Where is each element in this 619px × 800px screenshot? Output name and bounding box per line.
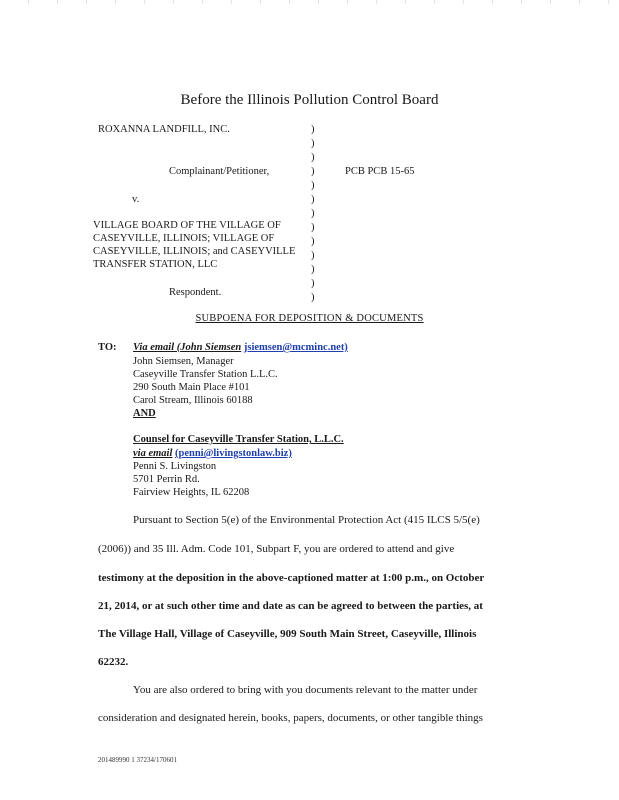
recipient1-line-2: Caseyville Transfer Station L.L.C. [133, 369, 278, 380]
paragraph1-line-4: 21, 2014, or at such other time and date as can be agreed to between the parties, at [98, 600, 483, 612]
recipient1-line-3: 290 South Main Place #101 [133, 382, 250, 393]
case-number: PCB PCB 15-65 [345, 166, 415, 177]
to-line-1 [133, 342, 348, 353]
caption-paren: ) [311, 166, 315, 177]
party2-line-4: TRANSFER STATION, LLC [93, 259, 218, 270]
party2-line-3: CASEYVILLE, ILLINOIS; and CASEYVILLE [93, 246, 296, 257]
caption-paren: ) [311, 194, 315, 205]
paragraph2-line-2: consideration and designated herein, books, papers, documents, or other tangible things [98, 712, 483, 724]
paragraph1-line-3: testimony at the deposition in the above-captioned matter at 1:00 p.m., on October [98, 572, 485, 584]
recipient2-line-1: Penni S. Livingston [133, 461, 217, 472]
caption-paren: ) [311, 250, 315, 261]
via-email-label-2: via email [133, 448, 173, 459]
recipient2-line-2: 5701 Perrin Rd. [133, 474, 200, 485]
recipient2-line-3: Fairview Heights, IL 62208 [133, 487, 250, 498]
party2-line-1: VILLAGE BOARD OF THE VILLAGE OF [93, 220, 281, 231]
scan-artifact [0, 0, 619, 4]
party2-role: Respondent. [169, 287, 222, 298]
document-footer-id: 201489990 1 37234/170601 [98, 756, 177, 764]
paragraph1-line-1: Pursuant to Section 5(e) of the Environmental Protection Act (415 ILCS 5/5(e) [133, 514, 480, 526]
party1-role: Complainant/Petitioner, [169, 166, 270, 177]
caption-paren: ) [311, 222, 315, 233]
recipient1-line-1: John Siemsen, Manager [133, 356, 234, 367]
caption-paren: ) [311, 180, 315, 191]
email-link-2[interactable]: (penni@livingstonlaw.biz) [175, 448, 292, 459]
and-label: AND [133, 408, 156, 419]
document-title: Before the Illinois Pollution Control Board [180, 92, 439, 108]
email-link-1[interactable]: jsiemsen@mcminc.net) [243, 342, 348, 353]
caption-paren: ) [311, 152, 315, 163]
paragraph1-line-2: (2006)) and 35 Ill. Adm. Code 101, Subpart F, you are ordered to attend and give [98, 543, 455, 555]
caption-paren: ) [311, 124, 315, 135]
to-label: TO: [98, 342, 117, 353]
subpoena-heading: SUBPOENA FOR DEPOSITION & DOCUMENTS [195, 313, 424, 324]
versus-label: v. [132, 194, 140, 205]
via-email-label-1: Via email (John Siemsen [133, 342, 242, 353]
to-line-2 [133, 448, 292, 459]
caption-paren: ) [311, 292, 315, 303]
party1-name: ROXANNA LANDFILL, INC. [98, 124, 230, 135]
counsel-label: Counsel for Caseyville Transfer Station, L.L.C. [133, 434, 344, 445]
recipient1-line-4: Carol Stream, Illinois 60188 [133, 395, 253, 406]
paragraph1-line-5: The Village Hall, Village of Caseyville, 909 South Main Street, Caseyville, Illinois [98, 628, 477, 640]
paragraph1-line-6: 62232. [98, 656, 129, 668]
caption-paren: ) [311, 138, 315, 149]
caption-paren: ) [311, 208, 315, 219]
caption-paren: ) [311, 278, 315, 289]
caption-paren: ) [311, 264, 315, 275]
caption-paren: ) [311, 236, 315, 247]
party2-line-2: CASEYVILLE, ILLINOIS; VILLAGE OF [93, 233, 275, 244]
paragraph2-line-1: You are also ordered to bring with you documents relevant to the matter under [133, 684, 478, 696]
